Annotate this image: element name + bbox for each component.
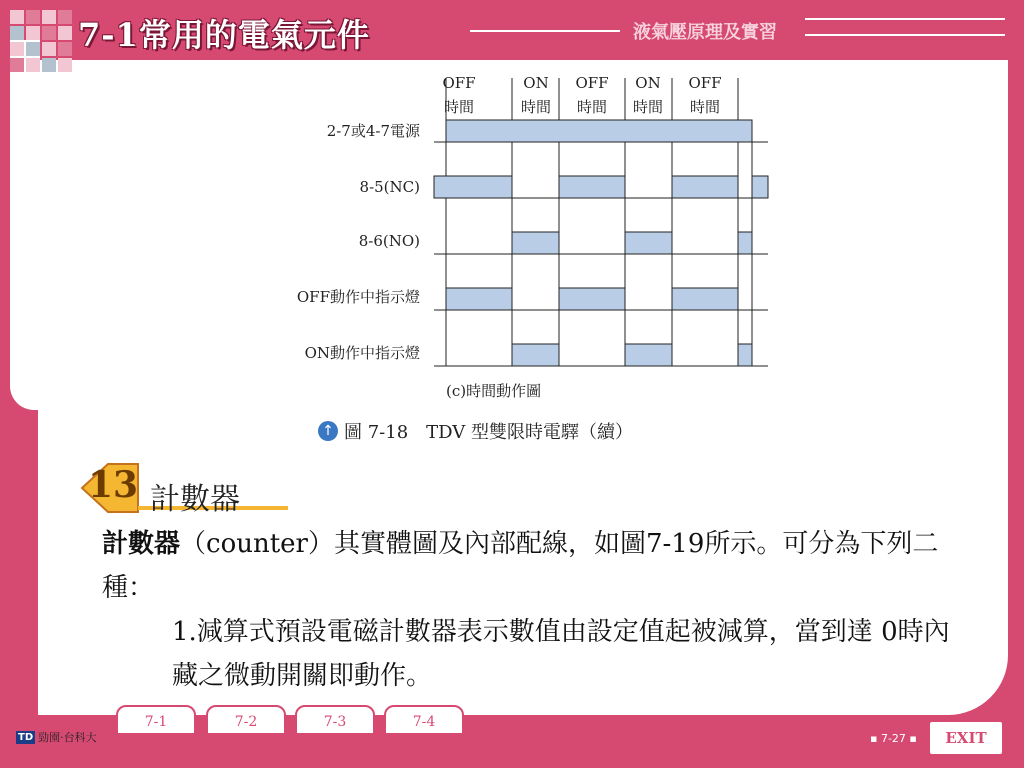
row-label-power: 2-7或4-7電源 [326, 122, 420, 140]
no-signal-bar [625, 232, 672, 254]
section-number: 13 [88, 464, 139, 506]
up-arrow-icon[interactable]: ↑ [318, 421, 338, 441]
nc-signal-bar [672, 176, 738, 198]
nc-signal-bar [559, 176, 625, 198]
publisher-logo [16, 729, 97, 745]
off-indicator-bar [559, 288, 625, 310]
header-bar [0, 0, 1024, 62]
no-signal-bar [512, 232, 559, 254]
term-bold: 計數器 [102, 529, 181, 559]
figure-caption [318, 418, 633, 444]
column-header-4: ON [635, 74, 661, 92]
row-label-on-indicator: ON動作中指示燈 [304, 344, 420, 362]
column-header-1: OFF [442, 74, 476, 92]
on-indicator-bar [512, 344, 559, 366]
publisher-name: 勁園·台科大 [38, 731, 97, 744]
column-header-1-sub: 時間 [443, 98, 475, 116]
header-divider-right-bottom [805, 34, 1005, 36]
decorative-tiles-icon [10, 10, 76, 76]
page-number: ▪ 7-27 ▪ [870, 732, 917, 745]
tab-7-2[interactable]: 7-2 [206, 705, 286, 735]
off-indicator-bar [672, 288, 738, 310]
section-title: 計數器 [150, 482, 240, 517]
column-header-2: ON [523, 74, 549, 92]
nc-signal-bar [752, 176, 768, 198]
page-title: 7-1常用的電氣元件 [78, 16, 370, 54]
column-header-2-sub: 時間 [520, 98, 552, 116]
row-label-no: 8-6(NO) [358, 232, 420, 250]
header-divider-left [470, 30, 620, 32]
paragraph-2: 1.減算式預設電磁計數器表示數值由設定值起被減算，當到達 0時內藏之微動開關即動作。 [172, 617, 950, 691]
tab-7-4[interactable]: 7-4 [384, 705, 464, 735]
column-header-5: OFF [688, 74, 722, 92]
timing-diagram [250, 68, 780, 408]
paragraph-1 [102, 522, 952, 610]
column-header-4-sub: 時間 [632, 98, 664, 116]
figure-caption-text: 圖 7-18 TDV 型雙限時電驛（續） [344, 422, 634, 443]
paragraph-1-rest: （counter）其實體圖及內部配線，如圖7-19所示。可分為下列二種： [102, 529, 939, 603]
row-label-nc: 8-5(NC) [359, 178, 420, 196]
column-header-3-sub: 時間 [576, 98, 608, 116]
section-heading [78, 458, 298, 518]
column-header-5-sub: 時間 [689, 98, 721, 116]
nc-signal-bar [434, 176, 512, 198]
header-divider-right-top [805, 18, 1005, 20]
exit-button[interactable]: EXIT [928, 720, 1004, 756]
frame-notch [10, 40, 40, 410]
on-indicator-bar [738, 344, 752, 366]
off-indicator-bar [446, 288, 512, 310]
body-text [102, 522, 952, 698]
course-title: 液氣壓原理及實習 [633, 22, 777, 43]
tab-7-1[interactable]: 7-1 [116, 705, 196, 735]
row-label-off-indicator: OFF動作中指示燈 [296, 288, 420, 306]
no-signal-bar [738, 232, 752, 254]
column-header-3: OFF [575, 74, 609, 92]
on-indicator-bar [625, 344, 672, 366]
tab-7-3[interactable]: 7-3 [295, 705, 375, 735]
publisher-mark: TD [18, 731, 34, 743]
power-signal-bar [446, 120, 752, 142]
diagram-subcaption: (c)時間動作圖 [446, 382, 542, 400]
